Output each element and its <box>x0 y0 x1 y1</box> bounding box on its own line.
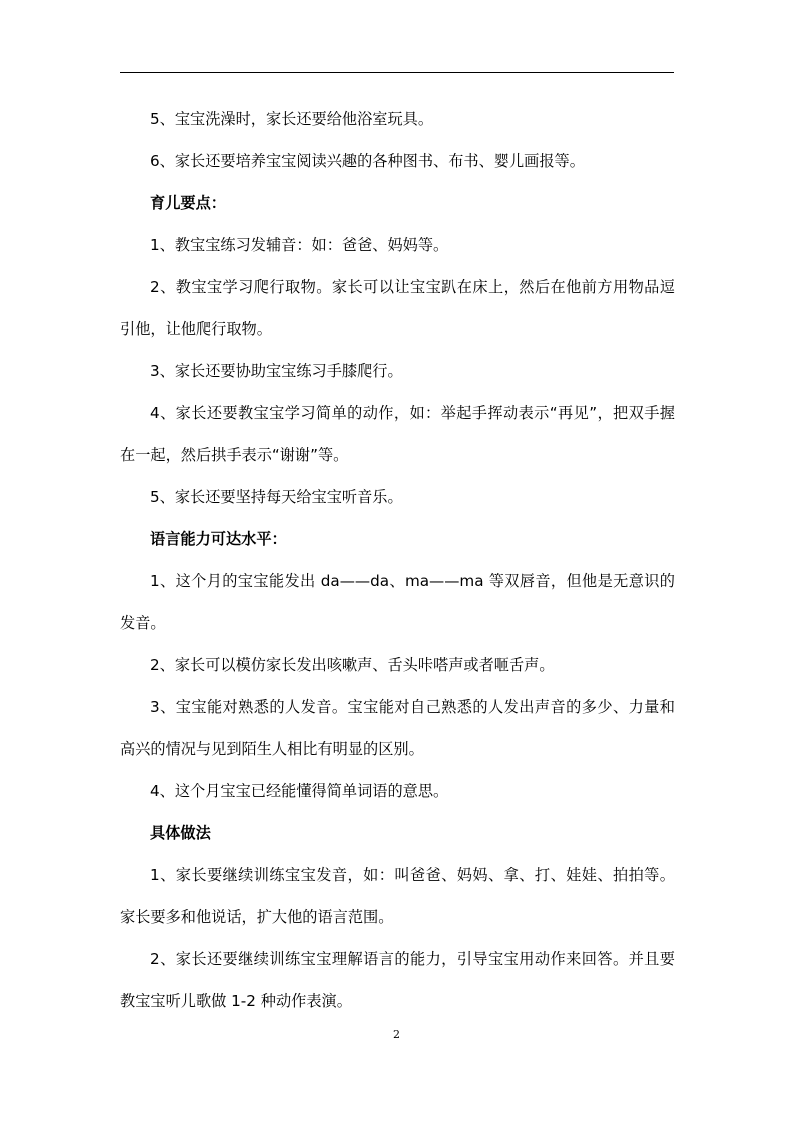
paragraph-familiar-people: 3、宝宝能对熟悉的人发音。宝宝能对自己熟悉的人发出声音的多少、力量和高兴的情况与见到陌生人相比有明显的区别。 <box>120 698 675 758</box>
section-heading-methods: 具体做法 <box>150 824 211 842</box>
section-heading-language-level: 语言能力可达水平： <box>150 530 287 548</box>
paragraph-bath-toys: 5、宝宝洗澡时，家长还要给他浴室玩具。 <box>150 110 434 128</box>
paragraph-train-comprehension: 2、家长还要继续训练宝宝理解语言的能力，引导宝宝用动作来回答。并且要教宝宝听儿歌做 1-2 种动作表演。 <box>120 950 675 1010</box>
paragraph-hand-knee-crawl: 3、家长还要协助宝宝练习手膝爬行。 <box>150 362 403 380</box>
paragraph-simple-gestures: 4、家长还要教宝宝学习简单的动作，如：举起手挥动表示“再见”，把双手握在一起，然后拱手表示“谢谢”等。 <box>120 404 675 464</box>
paragraph-music: 5、家长还要坚持每天给宝宝听音乐。 <box>150 488 403 506</box>
paragraph-simple-words: 4、这个月宝宝已经能懂得简单词语的意思。 <box>150 782 449 800</box>
paragraph-reading-interest: 6、家长还要培养宝宝阅读兴趣的各种图书、布书、婴儿画报等。 <box>150 152 585 170</box>
paragraph-crawl-fetch: 2、教宝宝学习爬行取物。家长可以让宝宝趴在床上，然后在他前方用物品逗引他，让他爬行取物。 <box>120 278 675 338</box>
paragraph-bilabial-sounds: 1、这个月的宝宝能发出 da——da、ma——ma 等双唇音，但他是无意识的发音。 <box>120 572 675 632</box>
header-rule <box>120 72 674 73</box>
section-heading-parenting-points: 育儿要点： <box>150 194 226 212</box>
page-number: 2 <box>393 1028 400 1041</box>
document-body <box>120 98 675 1022</box>
paragraph-consonants: 1、教宝宝练习发辅音：如：爸爸、妈妈等。 <box>150 236 449 254</box>
paragraph-train-pronunciation: 1、家长要继续训练宝宝发音，如：叫爸爸、妈妈、拿、打、娃娃、拍拍等。家长要多和他说话，扩大他的语言范围。 <box>120 866 675 926</box>
paragraph-imitate-sounds: 2、家长可以模仿家长发出咳嗽声、舌头咔嗒声或者咂舌声。 <box>150 656 555 674</box>
